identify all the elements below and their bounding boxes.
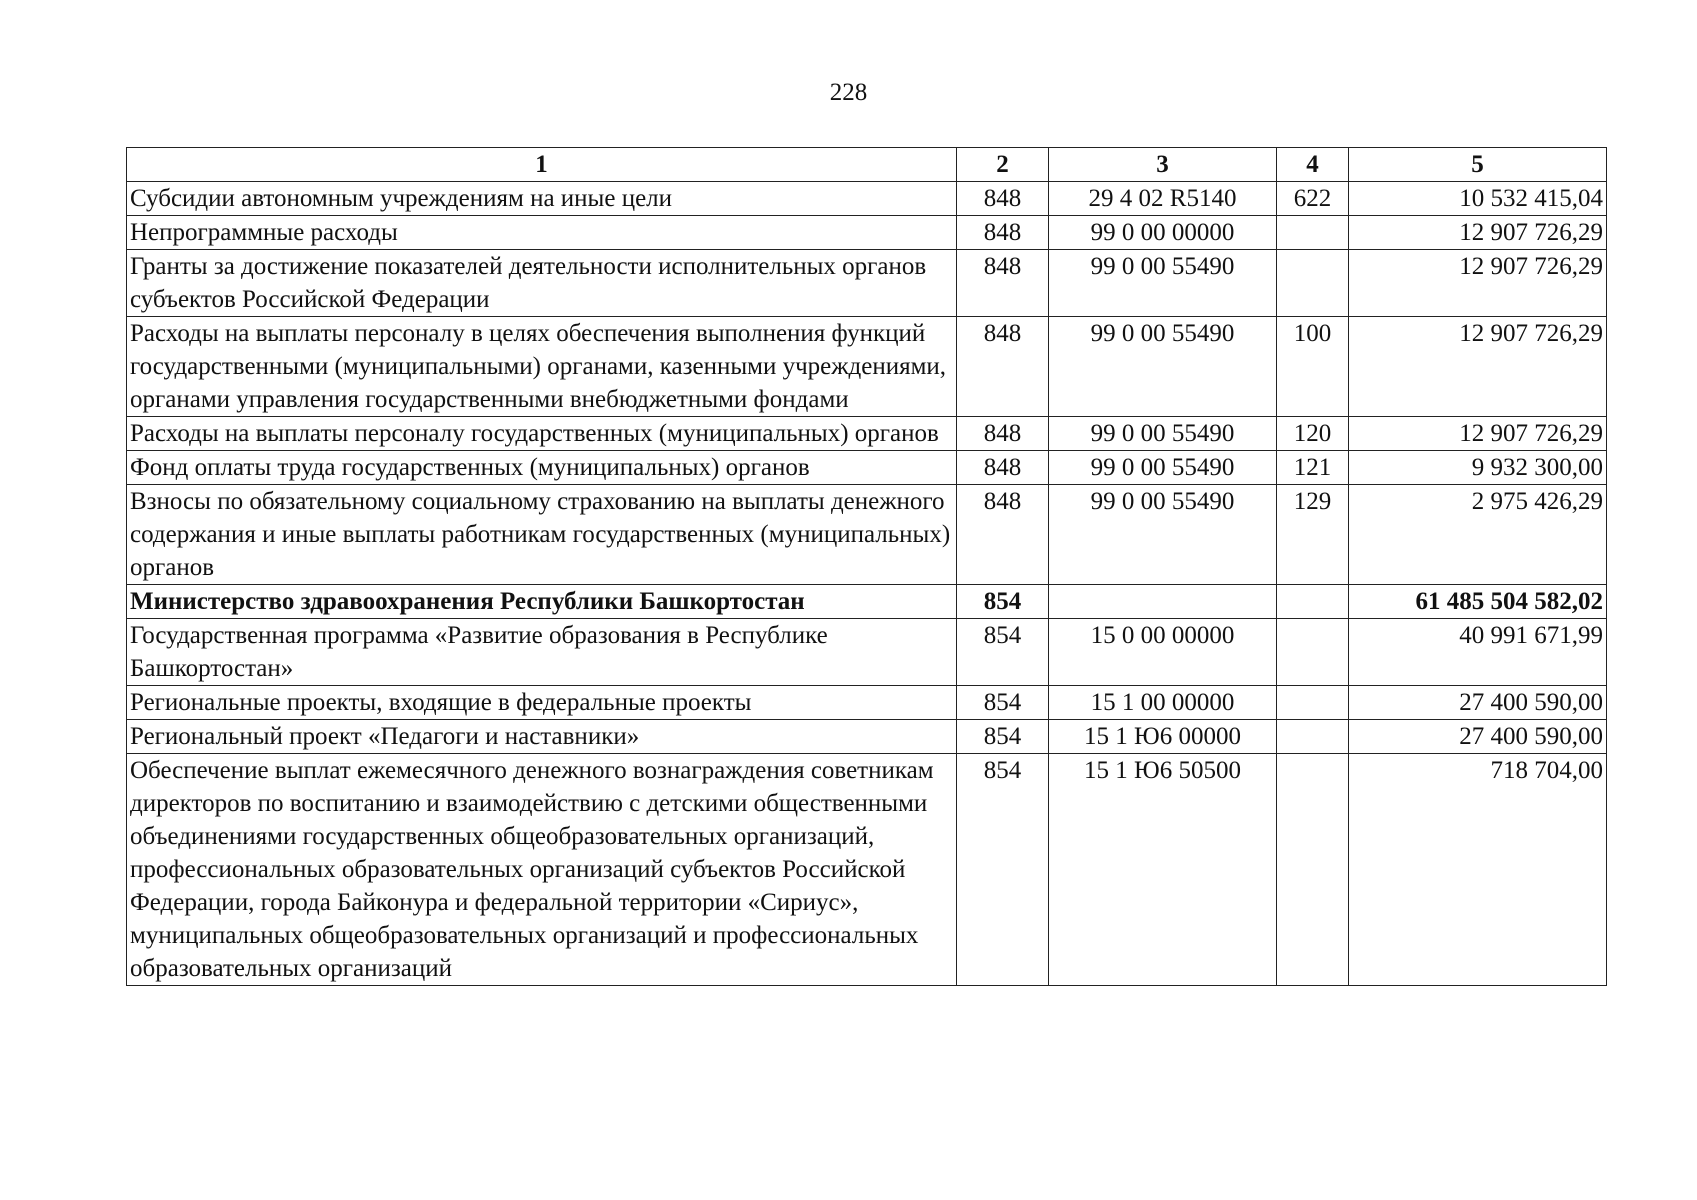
header-col-4: 4: [1277, 148, 1349, 182]
row-name-cell: Субсидии автономным учреждениям на иные цели: [127, 182, 957, 216]
row-col4-cell: [1277, 720, 1349, 754]
row-col3-cell: 99 0 00 55490: [1049, 451, 1277, 485]
row-amount-cell: 718 704,00: [1349, 754, 1607, 986]
row-col3-cell: 15 0 00 00000: [1049, 619, 1277, 686]
row-col2-cell: 848: [957, 485, 1049, 585]
row-name-cell: Гранты за достижение показателей деятельности исполнительных органов субъектов Российской Федерации: [127, 250, 957, 317]
table-row: [127, 250, 1607, 317]
row-col2-cell: 848: [957, 451, 1049, 485]
row-col2-cell: 854: [957, 686, 1049, 720]
row-name-cell: Региональный проект «Педагоги и наставники»: [127, 720, 957, 754]
header-col-5: 5: [1349, 148, 1607, 182]
header-row: [127, 148, 1607, 182]
row-amount-cell: 40 991 671,99: [1349, 619, 1607, 686]
row-col4-cell: [1277, 619, 1349, 686]
row-col4-cell: [1277, 754, 1349, 986]
row-amount-cell: 12 907 726,29: [1349, 216, 1607, 250]
table-row: [127, 451, 1607, 485]
row-col2-cell: 848: [957, 417, 1049, 451]
header-col-3: 3: [1049, 148, 1277, 182]
table-row: [127, 182, 1607, 216]
row-name-cell: Расходы на выплаты персоналу в целях обеспечения выполнения функций государственными (муниципальными) органами, казенными учреждениями, органами управления государственными внебюджетными фондами: [127, 317, 957, 417]
row-col2-cell: 848: [957, 250, 1049, 317]
row-name-cell: Министерство здравоохранения Республики Башкортостан: [127, 585, 957, 619]
row-col2-cell: 848: [957, 317, 1049, 417]
row-amount-cell: 27 400 590,00: [1349, 686, 1607, 720]
row-amount-cell: 9 932 300,00: [1349, 451, 1607, 485]
row-col3-cell: 99 0 00 55490: [1049, 485, 1277, 585]
row-amount-cell: 12 907 726,29: [1349, 317, 1607, 417]
row-col3-cell: 99 0 00 55490: [1049, 417, 1277, 451]
row-col3-cell: 29 4 02 R5140: [1049, 182, 1277, 216]
row-col4-cell: [1277, 250, 1349, 317]
row-name-cell: Расходы на выплаты персоналу государственных (муниципальных) органов: [127, 417, 957, 451]
row-name-cell: Фонд оплаты труда государственных (муниципальных) органов: [127, 451, 957, 485]
row-amount-cell: 10 532 415,04: [1349, 182, 1607, 216]
row-col2-cell: 854: [957, 720, 1049, 754]
row-col3-cell: 15 1 00 00000: [1049, 686, 1277, 720]
table-row: [127, 216, 1607, 250]
row-col3-cell: 99 0 00 55490: [1049, 317, 1277, 417]
row-amount-cell: 27 400 590,00: [1349, 720, 1607, 754]
row-col3-cell: 15 1 Ю6 00000: [1049, 720, 1277, 754]
row-name-cell: Государственная программа «Развитие образования в Республике Башкортостан»: [127, 619, 957, 686]
row-col4-cell: [1277, 585, 1349, 619]
row-name-cell: Непрограммные расходы: [127, 216, 957, 250]
row-col4-cell: 622: [1277, 182, 1349, 216]
budget-table: [126, 147, 1607, 986]
row-name-cell: Обеспечение выплат ежемесячного денежного вознаграждения советникам директоров по воспитанию и взаимодействию с детскими общественными объединениями государственных общеобразовательных организаций, профессиональных образовательных организаций субъектов Российской Федерации, города Байконура и федеральной территории «Сириус», муниципальных общеобразовательных организаций и профессиональных образовательных организаций: [127, 754, 957, 986]
row-col4-cell: [1277, 686, 1349, 720]
row-amount-cell: 12 907 726,29: [1349, 417, 1607, 451]
table-row: [127, 686, 1607, 720]
table-row: [127, 485, 1607, 585]
row-name-cell: Взносы по обязательному социальному страхованию на выплаты денежного содержания и иные выплаты работникам государственных (муниципальных) органов: [127, 485, 957, 585]
table-row: [127, 720, 1607, 754]
row-name-cell: Региональные проекты, входящие в федеральные проекты: [127, 686, 957, 720]
row-col3-cell: [1049, 585, 1277, 619]
row-col4-cell: 120: [1277, 417, 1349, 451]
row-col2-cell: 848: [957, 182, 1049, 216]
table-body: [127, 182, 1607, 986]
row-col3-cell: 99 0 00 00000: [1049, 216, 1277, 250]
header-col-2: 2: [957, 148, 1049, 182]
table-row: [127, 317, 1607, 417]
row-col2-cell: 848: [957, 216, 1049, 250]
row-col2-cell: 854: [957, 585, 1049, 619]
row-amount-cell: 61 485 504 582,02: [1349, 585, 1607, 619]
table-row: [127, 619, 1607, 686]
row-col2-cell: 854: [957, 754, 1049, 986]
row-amount-cell: 2 975 426,29: [1349, 485, 1607, 585]
row-col3-cell: 15 1 Ю6 50500: [1049, 754, 1277, 986]
table-row: [127, 585, 1607, 619]
table-row: [127, 754, 1607, 986]
row-col4-cell: [1277, 216, 1349, 250]
row-col2-cell: 854: [957, 619, 1049, 686]
row-amount-cell: 12 907 726,29: [1349, 250, 1607, 317]
row-col4-cell: 100: [1277, 317, 1349, 417]
row-col3-cell: 99 0 00 55490: [1049, 250, 1277, 317]
header-col-1: 1: [127, 148, 957, 182]
page-number: 228: [829, 79, 868, 106]
table-row: [127, 417, 1607, 451]
row-col4-cell: 121: [1277, 451, 1349, 485]
row-col4-cell: 129: [1277, 485, 1349, 585]
